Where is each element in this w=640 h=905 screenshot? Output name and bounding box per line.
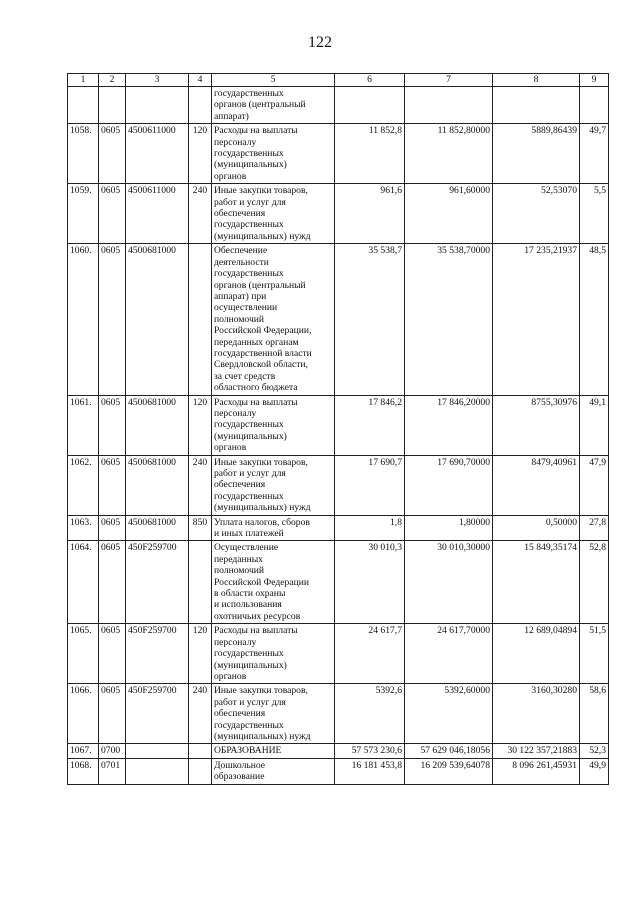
adjusted-amount: 30 010,30000 <box>405 541 493 624</box>
row-number: 1067. <box>68 744 99 758</box>
section-code: 0605 <box>99 541 126 624</box>
row-number: 1061. <box>68 395 99 455</box>
section-code <box>99 87 126 124</box>
target-article-code: 450F259700 <box>126 541 189 624</box>
execution-percent: 49,9 <box>580 758 609 784</box>
table-row <box>68 684 609 744</box>
target-article-code <box>126 87 189 124</box>
section-code: 0701 <box>99 758 126 784</box>
expense-type-code <box>189 744 212 758</box>
executed-amount: 12 689,04894 <box>493 624 580 684</box>
target-article-code: 4500681000 <box>126 455 189 515</box>
executed-amount: 8755,30976 <box>493 395 580 455</box>
row-number: 1065. <box>68 624 99 684</box>
row-number: 1059. <box>68 184 99 244</box>
execution-percent: 27,8 <box>580 515 609 541</box>
item-name: Уплата налогов, сборов и иных платежей <box>212 515 335 541</box>
row-number <box>68 87 99 124</box>
execution-percent: 51,5 <box>580 624 609 684</box>
planned-amount: 16 181 453,8 <box>335 758 405 784</box>
adjusted-amount: 17 690,70000 <box>405 455 493 515</box>
table-body <box>68 87 609 785</box>
planned-amount: 17 846,2 <box>335 395 405 455</box>
executed-amount: 8479,40961 <box>493 455 580 515</box>
target-article-code <box>126 744 189 758</box>
planned-amount: 24 617,7 <box>335 624 405 684</box>
target-article-code <box>126 758 189 784</box>
item-name: Расходы на выплаты персоналу государственных (муниципальных) органов <box>212 395 335 455</box>
row-number: 1063. <box>68 515 99 541</box>
execution-percent <box>580 87 609 124</box>
header-cell: 4 <box>189 74 212 87</box>
section-code: 0605 <box>99 624 126 684</box>
execution-percent: 52,8 <box>580 541 609 624</box>
target-article-code: 4500681000 <box>126 395 189 455</box>
section-code: 0605 <box>99 124 126 184</box>
page-number: 122 <box>308 34 332 51</box>
executed-amount <box>493 87 580 124</box>
item-name: Расходы на выплаты персоналу государственных (муниципальных) органов <box>212 624 335 684</box>
header-cell: 1 <box>68 74 99 87</box>
executed-amount: 8 096 261,45931 <box>493 758 580 784</box>
expense-type-code <box>189 758 212 784</box>
expense-type-code: 240 <box>189 455 212 515</box>
planned-amount: 961,6 <box>335 184 405 244</box>
item-name: Расходы на выплаты персоналу государственных (муниципальных) органов <box>212 124 335 184</box>
section-code: 0605 <box>99 395 126 455</box>
section-code: 0605 <box>99 244 126 395</box>
executed-amount: 5889,86439 <box>493 124 580 184</box>
section-code: 0700 <box>99 744 126 758</box>
section-code: 0605 <box>99 184 126 244</box>
table-row <box>68 124 609 184</box>
item-name: Дошкольное образование <box>212 758 335 784</box>
executed-amount: 15 849,35174 <box>493 541 580 624</box>
execution-percent: 47,9 <box>580 455 609 515</box>
header-cell: 7 <box>405 74 493 87</box>
execution-percent: 5,5 <box>580 184 609 244</box>
expense-type-code: 120 <box>189 624 212 684</box>
expense-type-code <box>189 541 212 624</box>
table-row <box>68 244 609 395</box>
adjusted-amount: 24 617,70000 <box>405 624 493 684</box>
expense-type-code <box>189 87 212 124</box>
item-name: Иные закупки товаров, работ и услуг для обеспечения государственных (муниципальных) нужд <box>212 184 335 244</box>
expense-type-code <box>189 244 212 395</box>
expense-type-code: 240 <box>189 684 212 744</box>
section-code: 0605 <box>99 515 126 541</box>
planned-amount: 1,8 <box>335 515 405 541</box>
table-row <box>68 184 609 244</box>
planned-amount <box>335 87 405 124</box>
row-number: 1062. <box>68 455 99 515</box>
execution-percent: 58,6 <box>580 684 609 744</box>
table-row <box>68 624 609 684</box>
header-row <box>68 74 609 87</box>
table-row <box>68 395 609 455</box>
target-article-code: 4500611000 <box>126 184 189 244</box>
executed-amount: 3160,30280 <box>493 684 580 744</box>
section-code: 0605 <box>99 455 126 515</box>
section-code: 0605 <box>99 684 126 744</box>
table-row <box>68 758 609 784</box>
target-article-code: 4500611000 <box>126 124 189 184</box>
adjusted-amount: 17 846,20000 <box>405 395 493 455</box>
item-name: ОБРАЗОВАНИЕ <box>212 744 335 758</box>
table-row <box>68 87 609 124</box>
executed-amount: 30 122 357,21883 <box>493 744 580 758</box>
adjusted-amount: 16 209 539,64078 <box>405 758 493 784</box>
header-cell: 9 <box>580 74 609 87</box>
planned-amount: 30 010,3 <box>335 541 405 624</box>
target-article-code: 450F259700 <box>126 684 189 744</box>
execution-percent: 48,5 <box>580 244 609 395</box>
table-row <box>68 541 609 624</box>
item-name: Обеспечение деятельности государственных органов (центральный аппарат) при осуществлении полномочий Российской Федерации, переданных органам государственной власти Свердловской области, за счет средств областного бюджета <box>212 244 335 395</box>
execution-percent: 49,1 <box>580 395 609 455</box>
item-name: Иные закупки товаров, работ и услуг для обеспечения государственных (муниципальных) нужд <box>212 684 335 744</box>
execution-percent: 52,3 <box>580 744 609 758</box>
header-cell: 6 <box>335 74 405 87</box>
row-number: 1060. <box>68 244 99 395</box>
item-name: государственных органов (центральный аппарат) <box>212 87 335 124</box>
adjusted-amount <box>405 87 493 124</box>
expense-type-code: 120 <box>189 124 212 184</box>
planned-amount: 17 690,7 <box>335 455 405 515</box>
item-name: Осуществление переданных полномочий Российской Федерации в области охраны и использования охотничьих ресурсов <box>212 541 335 624</box>
expense-type-code: 240 <box>189 184 212 244</box>
executed-amount: 17 235,21937 <box>493 244 580 395</box>
table-row <box>68 515 609 541</box>
adjusted-amount: 57 629 046,18056 <box>405 744 493 758</box>
header-cell: 5 <box>212 74 335 87</box>
planned-amount: 35 538,7 <box>335 244 405 395</box>
budget-table <box>67 73 609 785</box>
adjusted-amount: 1,80000 <box>405 515 493 541</box>
row-number: 1066. <box>68 684 99 744</box>
target-article-code: 4500681000 <box>126 515 189 541</box>
row-number: 1058. <box>68 124 99 184</box>
planned-amount: 5392,6 <box>335 684 405 744</box>
table-row <box>68 455 609 515</box>
target-article-code: 4500681000 <box>126 244 189 395</box>
header-cell: 3 <box>126 74 189 87</box>
executed-amount: 52,53070 <box>493 184 580 244</box>
planned-amount: 57 573 230,6 <box>335 744 405 758</box>
target-article-code: 450F259700 <box>126 624 189 684</box>
header-cell: 2 <box>99 74 126 87</box>
adjusted-amount: 5392,60000 <box>405 684 493 744</box>
table-header <box>68 74 609 87</box>
header-cell: 8 <box>493 74 580 87</box>
adjusted-amount: 35 538,70000 <box>405 244 493 395</box>
planned-amount: 11 852,8 <box>335 124 405 184</box>
adjusted-amount: 961,60000 <box>405 184 493 244</box>
execution-percent: 49,7 <box>580 124 609 184</box>
table-row <box>68 744 609 758</box>
expense-type-code: 850 <box>189 515 212 541</box>
executed-amount: 0,50000 <box>493 515 580 541</box>
item-name: Иные закупки товаров, работ и услуг для обеспечения государственных (муниципальных) нужд <box>212 455 335 515</box>
expense-type-code: 120 <box>189 395 212 455</box>
row-number: 1064. <box>68 541 99 624</box>
adjusted-amount: 11 852,80000 <box>405 124 493 184</box>
row-number: 1068. <box>68 758 99 784</box>
